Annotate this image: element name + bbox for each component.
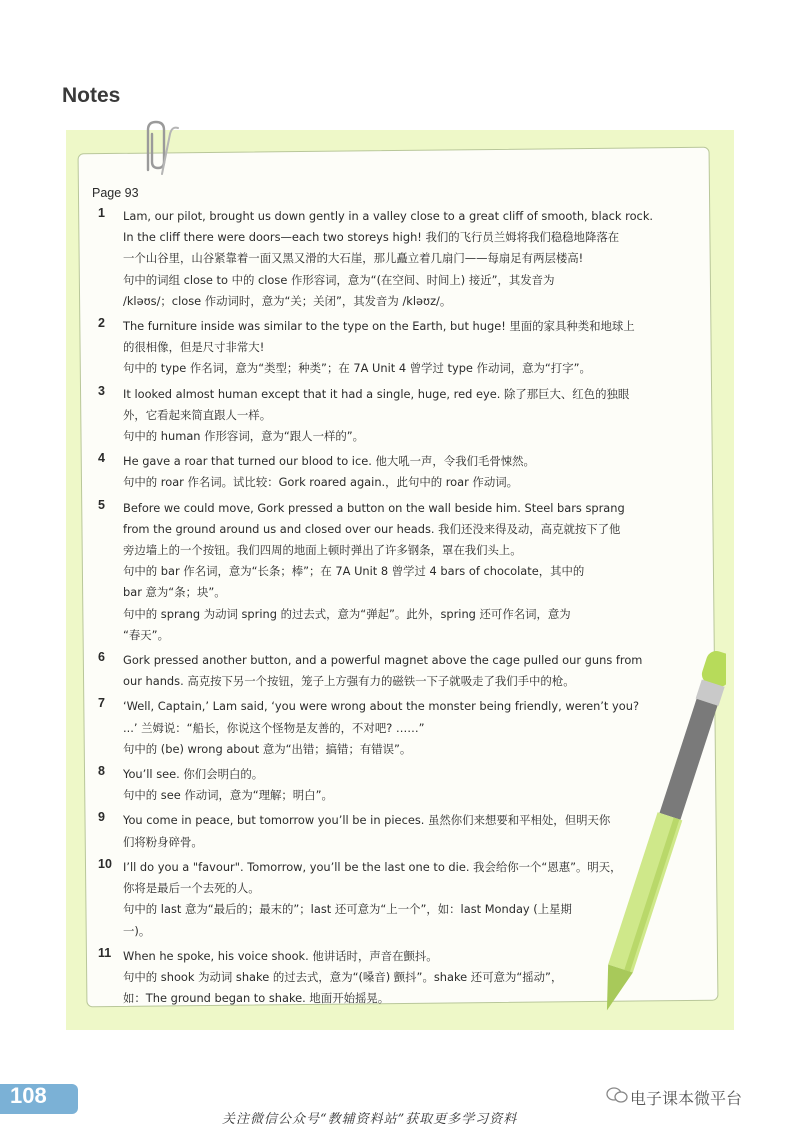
note-line: It looked almost human except that it had a single, huge, red eye. 除了那巨大、红色的独眼: [123, 386, 630, 401]
note-item: [86, 498, 706, 646]
note-line: You’ll see. 你们会明白的。: [123, 767, 264, 782]
note-line: Before we could move, Gork pressed a button on the wall beside him. Steel bars sprang: [123, 500, 625, 515]
note-number: 1: [98, 206, 105, 220]
note-item: [86, 451, 706, 493]
note-line: 一)。: [123, 923, 151, 938]
pencil-icon: [606, 640, 726, 1030]
note-number: 11: [98, 945, 112, 960]
note-number: 4: [98, 451, 105, 466]
note-line: 句中的 see 作动词，意为“理解；明白”。: [123, 788, 333, 803]
note-line: “春天”。: [123, 627, 169, 642]
note-line: You come in peace, but tomorrow you’ll be in pieces. 虽然你们来想要和平相处，但明天你: [123, 813, 611, 828]
note-line: In the cliff there were doors—each two storeys high! 我们的飞行员兰姆将我们稳稳地降落在: [123, 230, 620, 245]
note-number: 9: [98, 810, 105, 825]
note-line: 句中的 type 作名词，意为“类型；种类”；在 7A Unit 4 曾学过 type 作动词，意为“打字”。: [123, 361, 591, 376]
note-line: /kləʊs/；close 作动词时，意为“关；关闭”，其发音为 /kləʊz/。: [123, 293, 452, 308]
note-item: [86, 384, 706, 448]
note-number: 6: [98, 650, 105, 665]
note-line: our hands. 高克按下另一个按钮，笼子上方强有力的磁铁一下子就吸走了我们手中的枪。: [123, 674, 575, 689]
note-item: [86, 206, 706, 312]
note-line: 句中的 roar 作名词。试比较：Gork roared again.，此句中的 roar 作动词。: [123, 475, 518, 490]
note-line: Gork pressed another button, and a powerful magnet above the cage pulled our guns from: [123, 653, 643, 668]
note-line: 句中的 human 作形容词，意为“跟人一样的”。: [123, 429, 365, 444]
note-item: [86, 316, 706, 380]
note-line: Lam, our pilot, brought us down gently in a valley close to a great cliff of smooth, black rock.: [123, 209, 654, 223]
note-number: 8: [98, 764, 105, 779]
paperclip-icon: [138, 118, 182, 176]
note-line: 句中的 last 意为“最后的；最末的”；last 还可意为“上一个”，如：last Monday (上星期: [123, 902, 572, 917]
note-line: 句中的词组 close to 中的 close 作形容词，意为“(在空间、时间上) 接近”，其发音为: [123, 272, 555, 287]
wechat-icon: [606, 1086, 628, 1104]
note-line: 句中的 bar 作名词，意为“长条；棒”；在 7A Unit 8 曾学过 4 bars of chocolate，其中的: [123, 564, 585, 579]
footer-text: 关注微信公众号“教辅资料站”获取更多学习资料: [222, 1112, 518, 1127]
note-line: ...’ 兰姆说：“船长，你说这个怪物是友善的，不对吧? ……”: [123, 720, 425, 735]
note-line: from the ground around us and closed over our heads. 我们还没来得及动，高克就按下了他: [123, 521, 621, 536]
page-reference: Page 93: [92, 186, 139, 200]
page-number: 108: [10, 1083, 47, 1108]
note-line: 句中的 (be) wrong about 意为“出错；搞错；有错误”。: [123, 741, 412, 756]
note-number: 5: [98, 497, 105, 512]
note-line: The furniture inside was similar to the type on the Earth, but huge! 里面的家具种类和地球上: [123, 319, 635, 334]
notes-heading: Notes: [62, 84, 121, 107]
note-line: 句中的 shook 为动词 shake 的过去式，意为“(嗓音) 颤抖”。shake 还可意为“摇动”，: [123, 969, 563, 984]
note-number: 7: [98, 696, 105, 711]
watermark-text: 电子课本微平台: [630, 1089, 743, 1108]
note-number: 10: [98, 856, 112, 871]
note-line: 一个山谷里，山谷紧靠着一面又黑又滑的大石崖，那儿矗立着几扇门——每扇足有两层楼高!: [123, 251, 584, 266]
note-line: He gave a roar that turned our blood to ice. 他大吼一声，令我们毛骨悚然。: [123, 454, 535, 469]
note-line: 的很相像，但是尺寸非常大!: [123, 340, 265, 355]
note-line: bar 意为“条；块”。: [123, 585, 226, 600]
note-line: 如：The ground began to shake. 地面开始摇晃。: [123, 991, 390, 1006]
note-line: ‘Well, Captain,’ Lam said, ‘you were wrong about the monster being friendly, weren’t you?: [123, 699, 639, 714]
note-line: 外，它看起来简直跟人一样。: [123, 407, 272, 422]
note-line: 们将粉身碎骨。: [123, 834, 203, 849]
note-line: 句中的 sprang 为动词 spring 的过去式，意为“弹起”。此外，spring 还可作名词，意为: [123, 606, 571, 621]
note-line: When he spoke, his voice shook. 他讲话时，声音在颤抖。: [123, 948, 438, 963]
note-number: 3: [98, 383, 105, 398]
note-line: I’ll do you a "favour". Tomorrow, you’ll be the last one to die. 我会给你一个“恩惠”。明天，: [123, 859, 622, 874]
note-number: 2: [98, 316, 105, 331]
note-line: 旁边墙上的一个按钮。我们四周的地面上顿时弹出了许多钢条，罩在我们头上。: [123, 543, 522, 558]
note-line: 你将是最后一个去死的人。: [123, 881, 260, 896]
